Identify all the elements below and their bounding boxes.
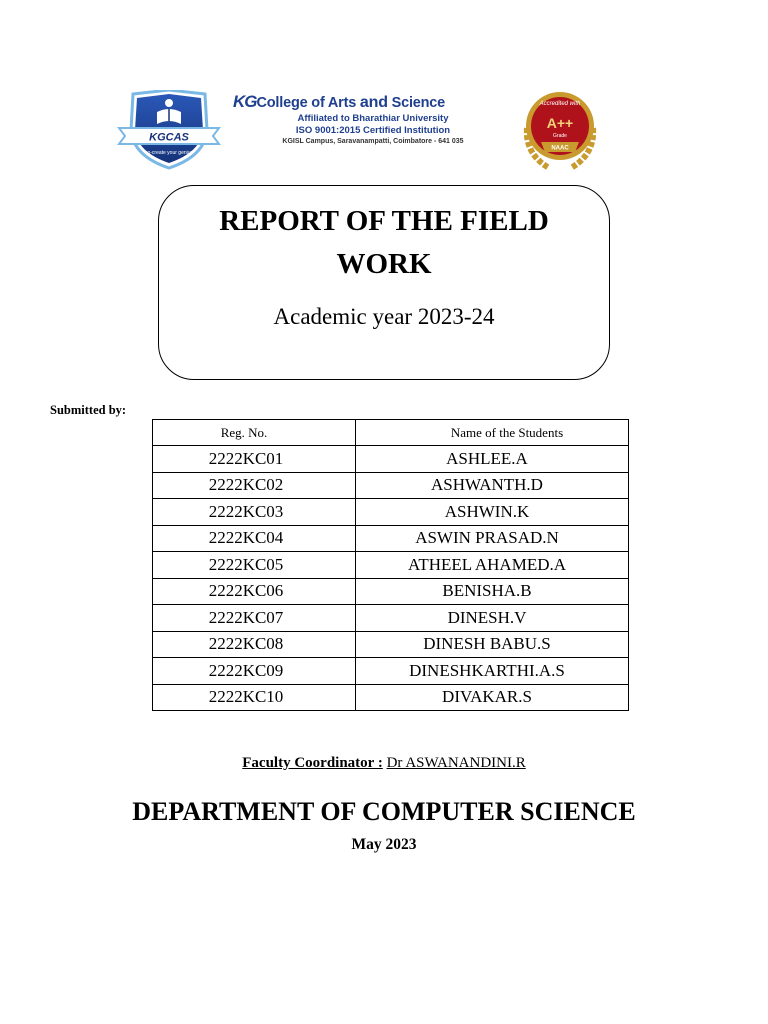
- student-name-cell: DINESH BABU.S: [356, 631, 629, 658]
- table-row: [153, 658, 629, 685]
- college-name-part2: Science: [387, 95, 446, 111]
- student-name-cell: DIVAKAR.S: [356, 684, 629, 711]
- student-name-cell: ASHWANTH.D: [356, 472, 629, 499]
- reg-no-cell: 2222KC05: [153, 552, 356, 579]
- seal-grade-label: Grade: [553, 133, 567, 139]
- table-row: [153, 578, 629, 605]
- table-row: [153, 499, 629, 526]
- reg-no-cell: 2222KC10: [153, 684, 356, 711]
- table-row: [153, 525, 629, 552]
- college-prefix: KG: [233, 92, 257, 111]
- reg-no-cell: 2222KC09: [153, 658, 356, 685]
- naac-seal-icon: [511, 88, 609, 172]
- table-row: [153, 631, 629, 658]
- student-name-cell: BENISHA.B: [356, 578, 629, 605]
- faculty-coordinator-name: Dr ASWANANDINI.R: [386, 755, 526, 771]
- reg-no-cell: 2222KC01: [153, 446, 356, 473]
- table-row: [153, 684, 629, 711]
- reg-no-cell: 2222KC08: [153, 631, 356, 658]
- students-table: [152, 419, 629, 711]
- report-title-box: [158, 185, 610, 380]
- reg-no-cell: 2222KC07: [153, 605, 356, 632]
- seal-grade: A++: [546, 115, 574, 131]
- seal-bottom-text: NAAC: [551, 145, 569, 152]
- college-info: [233, 92, 513, 145]
- college-certification: ISO 9001:2015 Certified Institution: [295, 125, 451, 136]
- logo-text: KGCAS: [149, 131, 189, 144]
- student-name-cell: ASWIN PRASAD.N: [356, 525, 629, 552]
- table-header-row: [153, 420, 629, 446]
- college-affiliation: Affiliated to Bharathiar University: [297, 113, 449, 124]
- college-banner: [115, 86, 615, 172]
- report-title: [159, 200, 609, 286]
- college-name: [233, 92, 513, 112]
- reg-no-cell: 2222KC03: [153, 499, 356, 526]
- student-name-cell: ASHWIN.K: [356, 499, 629, 526]
- table-row: [153, 605, 629, 632]
- student-name-cell: DINESHKARTHI.A.S: [356, 658, 629, 685]
- student-name-cell: ATHEEL AHAMED.A: [356, 552, 629, 579]
- report-date: May 2023: [351, 836, 417, 853]
- student-name-cell: DINESH.V: [356, 605, 629, 632]
- report-title-line1: REPORT OF THE FIELD: [219, 205, 549, 237]
- reg-no-cell: 2222KC02: [153, 472, 356, 499]
- seal-top-text: Accredited with: [539, 101, 581, 107]
- submitted-by-label: Submitted by:: [50, 403, 127, 417]
- reg-no-cell: 2222KC06: [153, 578, 356, 605]
- academic-year: Academic year 2023-24: [273, 304, 495, 329]
- faculty-coordinator: [0, 755, 768, 772]
- header-reg-no: Reg. No.: [153, 420, 356, 446]
- college-name-part1: College of Arts: [256, 95, 360, 111]
- table-row: [153, 446, 629, 473]
- college-name-and: and: [359, 94, 388, 111]
- table-row: [153, 552, 629, 579]
- logo-tagline: co-create your genius: [144, 150, 194, 156]
- header-student-name: Name of the Students: [356, 420, 629, 446]
- kgcas-shield-logo: [115, 90, 223, 170]
- student-name-cell: ASHLEE.A: [356, 446, 629, 473]
- faculty-coordinator-label: Faculty Coordinator :: [242, 755, 383, 771]
- report-title-line2: WORK: [336, 248, 432, 280]
- college-address: KGISL Campus, Saravanampatti, Coimbatore - 641 035: [282, 138, 464, 145]
- table-row: [153, 472, 629, 499]
- department-name: DEPARTMENT OF COMPUTER SCIENCE: [132, 797, 636, 826]
- reg-no-cell: 2222KC04: [153, 525, 356, 552]
